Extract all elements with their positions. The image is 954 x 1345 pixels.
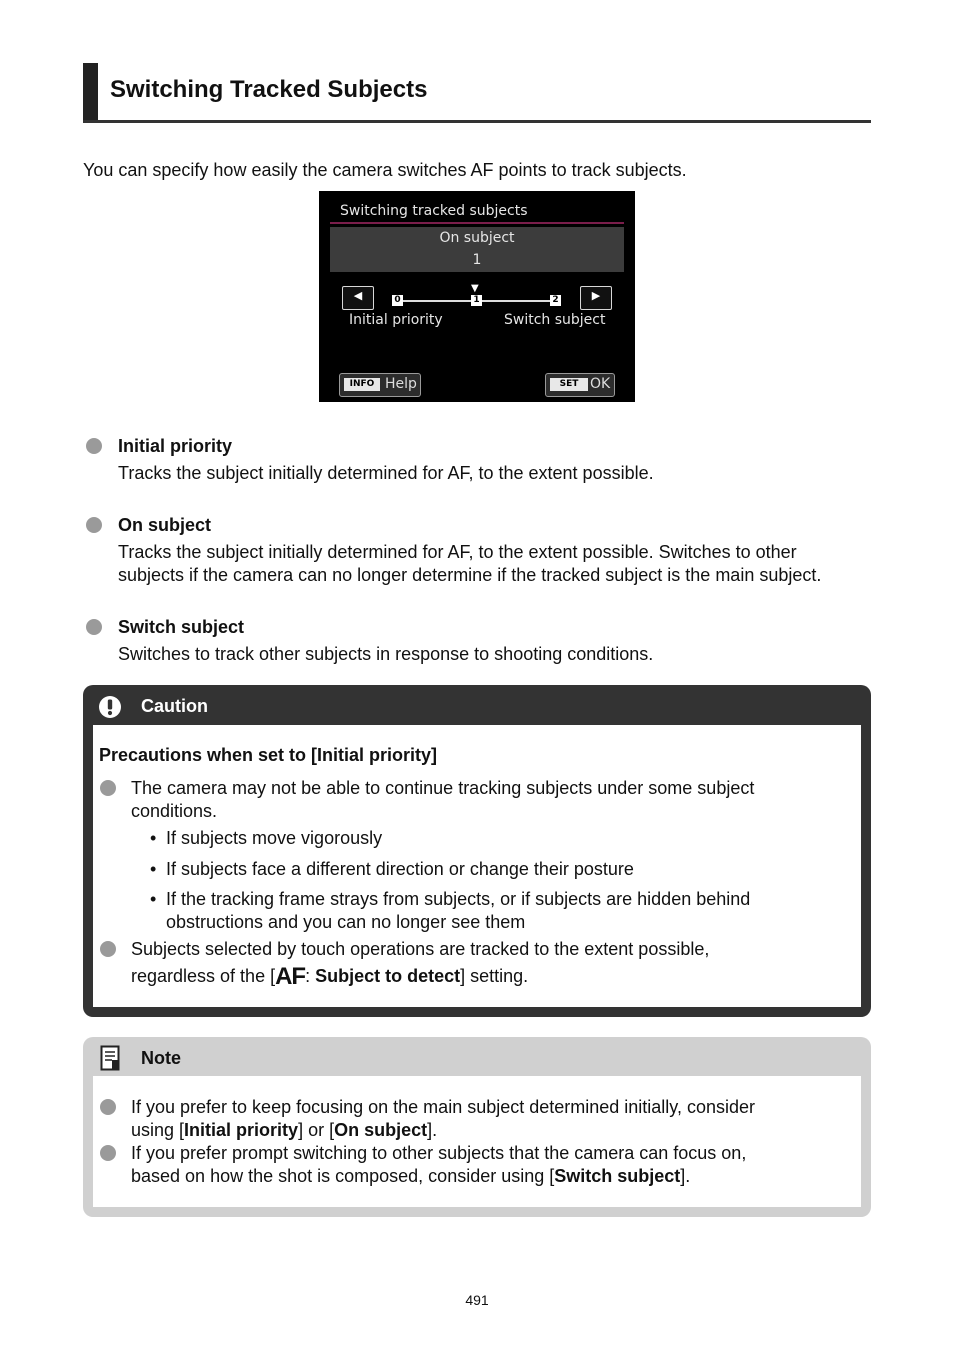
bold-text: On subject <box>334 1120 428 1140</box>
caution-bullet-2: Subjects selected by touch operations are tracked to the extent possible, <box>131 939 710 959</box>
text-span: ]. <box>680 1166 691 1186</box>
text-span: using [ <box>131 1120 185 1140</box>
note-box <box>83 1037 871 1217</box>
sub-bullet-icon: • <box>150 859 157 879</box>
caution-bullet-2-cont <box>131 965 528 988</box>
screen-title: Switching tracked subjects <box>340 203 528 219</box>
bullet-icon <box>100 1099 116 1115</box>
decrease-button[interactable] <box>342 286 374 310</box>
item-text-on-subject: Tracks the subject initially determined for AF, to the extent possible. Switches to other <box>118 542 797 562</box>
current-setting-box <box>330 227 624 272</box>
caution-subheading: Precautions when set to [Initial priority] <box>99 745 438 765</box>
caution-title: Caution <box>141 696 208 716</box>
text-span: ] setting. <box>460 966 529 986</box>
caution-sub-bullet-3: If the tracking frame strays from subjects, or if subjects are hidden behind <box>166 889 751 909</box>
slider-marker-icon: ▼ <box>471 283 479 294</box>
af-icon: AF <box>275 963 306 990</box>
help-label: Help <box>385 376 417 392</box>
page-title: Switching Tracked Subjects <box>110 76 428 103</box>
bullet-icon <box>86 438 102 454</box>
bullet-icon <box>100 941 116 957</box>
item-title-switch-subject: Switch subject <box>118 617 245 637</box>
caution-sub-bullet-3-cont: obstructions and you can no longer see them <box>166 912 526 932</box>
bullet-icon <box>100 1145 116 1161</box>
caution-body <box>93 725 861 1007</box>
caution-sub-bullet-1: If subjects move vigorously <box>166 828 383 848</box>
tick-2: 2 <box>550 295 561 306</box>
bold-text: Initial priority <box>184 1120 299 1140</box>
right-label: Switch subject <box>504 312 606 328</box>
note-title: Note <box>141 1048 181 1068</box>
current-setting-name: On subject <box>439 230 515 246</box>
caution-icon <box>98 695 122 719</box>
current-setting-value: 1 <box>472 252 482 268</box>
ok-button[interactable] <box>545 373 615 397</box>
item-title-on-subject: On subject <box>118 515 212 535</box>
sub-bullet-icon: • <box>150 828 157 848</box>
item-title-initial-priority: Initial priority <box>118 436 233 456</box>
bullet-icon <box>86 517 102 533</box>
item-text-switch-subject: Switches to track other subjects in response to shooting conditions. <box>118 644 654 664</box>
note-icon <box>100 1045 120 1071</box>
tick-0: 0 <box>392 295 403 306</box>
left-arrow-icon: ◀ <box>353 289 363 302</box>
note-bullet-1: If you prefer to keep focusing on the main subject determined initially, consider <box>131 1097 756 1117</box>
ok-label: OK <box>590 376 611 392</box>
bold-text: Subject to detect <box>315 966 461 986</box>
bullet-icon <box>86 619 102 635</box>
bold-text: Switch subject <box>554 1166 681 1186</box>
section-heading <box>83 63 871 123</box>
screen-title-underline <box>330 222 624 224</box>
camera-screen <box>319 191 635 402</box>
caution-box <box>83 685 871 1017</box>
text-span: based on how the shot is composed, consider using [ <box>131 1166 555 1186</box>
increase-button[interactable] <box>580 286 612 310</box>
set-tag: SET <box>550 378 588 391</box>
text-span: regardless of the [ <box>131 966 276 986</box>
page-number: 491 <box>465 1292 489 1308</box>
bullet-icon <box>100 780 116 796</box>
note-bullet-2: If you prefer prompt switching to other subjects that the camera can focus on, <box>131 1143 747 1163</box>
caution-bullet-1: The camera may not be able to continue tracking subjects under some subject <box>131 778 755 798</box>
caution-sub-bullet-2: If subjects face a different direction or change their posture <box>166 859 634 879</box>
item-text-initial-priority: Tracks the subject initially determined for AF, to the extent possible. <box>118 463 654 483</box>
note-bullet-2-cont <box>131 1165 690 1188</box>
help-button[interactable] <box>339 373 421 397</box>
note-body <box>93 1076 861 1207</box>
tick-1: 1 <box>471 295 482 306</box>
heading-bar <box>83 63 98 120</box>
text-span: ] or [ <box>298 1120 335 1140</box>
sub-bullet-icon: • <box>150 889 157 909</box>
caution-bullet-1-cont: conditions. <box>131 801 218 821</box>
text-span: : <box>305 966 316 986</box>
right-arrow-icon: ▶ <box>591 289 601 302</box>
note-bullet-1-cont <box>131 1119 437 1142</box>
text-span: ]. <box>427 1120 438 1140</box>
intro-text: You can specify how easily the camera switches AF points to track subjects. <box>83 160 687 180</box>
item-text-on-subject-2: subjects if the camera can no longer determine if the tracked subject is the main subject. <box>118 565 822 585</box>
info-tag: INFO <box>344 378 380 391</box>
left-label: Initial priority <box>349 312 443 328</box>
